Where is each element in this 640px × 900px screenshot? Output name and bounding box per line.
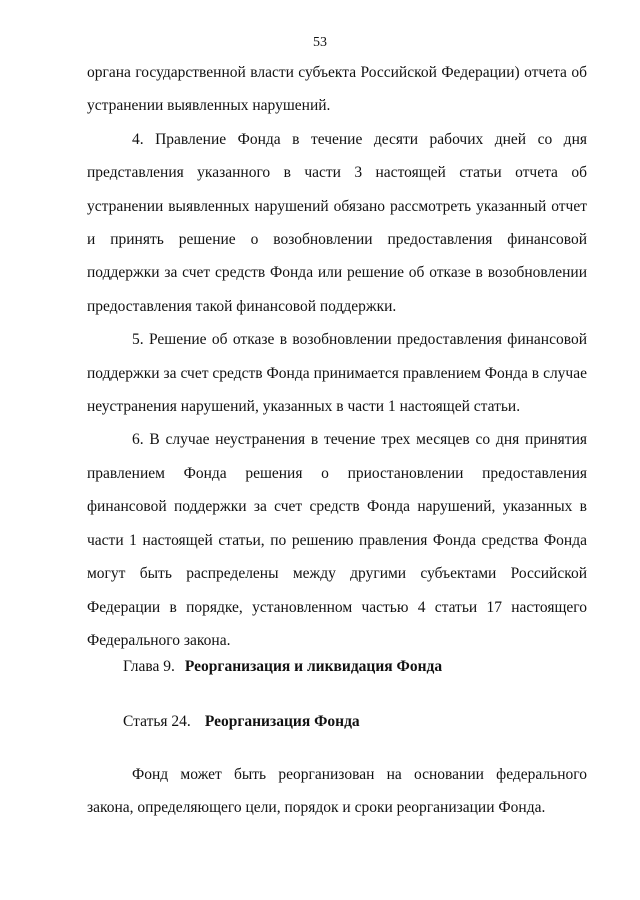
article-text-block	[87, 758, 587, 825]
chapter-title: Реорганизация и ликвидация Фонда	[184, 658, 443, 675]
chapter-label: Глава 9.	[123, 658, 175, 675]
body-text-block	[87, 56, 587, 657]
article-label: Статья 24.	[123, 713, 191, 730]
continuation-paragraph: органа государственной власти субъекта Российской Федерации) отчета об устранении выявленных нарушений.	[87, 64, 587, 115]
article-paragraph: Фонд может быть реорганизован на основании федерального закона, определяющего цели, порядок и сроки реорганизации Фонда.	[87, 766, 587, 817]
paragraph-6: 6. В случае неустранения в течение трех месяцев со дня принятия правлением Фонда решения о приостановлении предоставления финансовой поддержки за счет средств Фонда нарушений, указанных в части 1 настоящей статьи, по решению правления Фонда средства Фонда могут быть распределены между другими субъектами Российской Федерации в порядке, установленном частью 4 статьи 17 настоящего Федерального закона.	[87, 431, 587, 649]
article-heading	[123, 712, 360, 732]
chapter-heading	[123, 657, 442, 677]
page-number: 53	[313, 35, 327, 50]
paragraph-5: 5. Решение об отказе в возобновлении предоставления финансовой поддержки за счет средств Фонда принимается правлением Фонда в случае неустранения нарушений, указанных в части 1 настоящей статьи.	[87, 331, 587, 416]
article-title: Реорганизация Фонда	[204, 713, 360, 730]
paragraph-4: 4. Правление Фонда в течение десяти рабочих дней со дня представления указанного в части 3 настоящей статьи отчета об устранении выявленных нарушений обязано рассмотреть указанный отчет и принять решение о возобновлении предоставления финансовой поддержки за счет средств Фонда или решение об отказе в возобновлении предоставления такой финансовой поддержки.	[87, 130, 587, 315]
